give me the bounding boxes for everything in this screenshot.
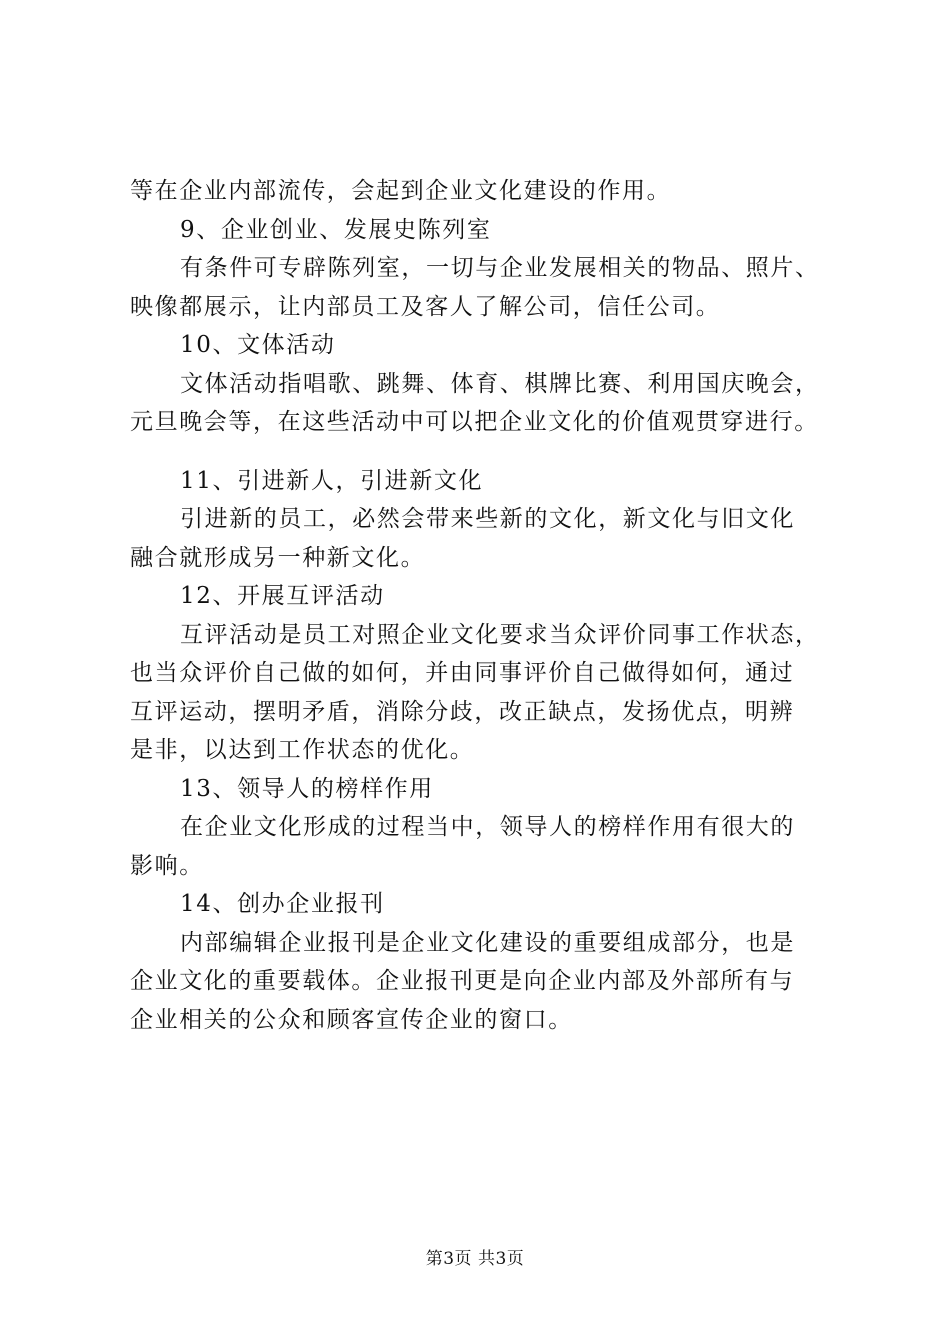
page-footer: 第3页 共3页 bbox=[425, 1249, 525, 1269]
paragraph-line: 内部编辑企业报刊是企业文化建设的重要组成部分，也是 bbox=[180, 929, 795, 956]
paragraph-line: 融合就形成另一种新文化。 bbox=[130, 544, 426, 571]
paragraph-line: 元旦晚会等，在这些活动中可以把企业文化的价值观贯穿进行。 bbox=[130, 409, 819, 435]
paragraph-line: 有条件可专辟陈列室，一切与企业发展相关的物品、照片、 bbox=[180, 255, 820, 281]
paragraph-line: 影响。 bbox=[130, 852, 204, 879]
paragraph-line: 文体活动指唱歌、跳舞、体育、棋牌比赛、利用国庆晚会， bbox=[180, 370, 820, 397]
section-heading-13: 13、领导人的榜样作用 bbox=[180, 775, 434, 802]
paragraph-line: 映像都展示，让内部员工及客人了解公司，信任公司。 bbox=[130, 293, 721, 320]
section-heading-9: 9、企业创业、发展史陈列室 bbox=[180, 216, 492, 243]
paragraph-line: 互评运动，摆明矛盾，消除分歧，改正缺点，发扬优点，明辨 bbox=[130, 698, 795, 725]
paragraph-line: 互评活动是员工对照企业文化要求当众评价同事工作状态， bbox=[180, 621, 820, 648]
section-heading-10: 10、文体活动 bbox=[180, 332, 336, 358]
section-heading-11: 11、引进新人，引进新文化 bbox=[180, 467, 484, 494]
paragraph-line: 企业相关的公众和顾客宣传企业的窗口。 bbox=[130, 1006, 573, 1033]
paragraph-line: 在企业文化形成的过程当中，领导人的榜样作用有很大的 bbox=[180, 814, 795, 840]
paragraph-line: 是非，以达到工作状态的优化。 bbox=[130, 737, 475, 763]
section-heading-12: 12、开展互评活动 bbox=[180, 583, 385, 609]
paragraph-line: 也当众评价自己做的如何，并由同事评价自己做得如何，通过 bbox=[130, 660, 795, 686]
paragraph-line: 企业文化的重要载体。企业报刊更是向企业内部及外部所有与 bbox=[130, 968, 795, 994]
document-body bbox=[130, 172, 845, 1039]
paragraph-line: 引进新的员工，必然会带来些新的文化，新文化与旧文化 bbox=[180, 506, 795, 532]
section-heading-14: 14、创办企业报刊 bbox=[180, 891, 385, 917]
paragraph-gap bbox=[130, 442, 845, 462]
paragraph-line: 等在企业内部流传，会起到企业文化建设的作用。 bbox=[130, 178, 672, 204]
